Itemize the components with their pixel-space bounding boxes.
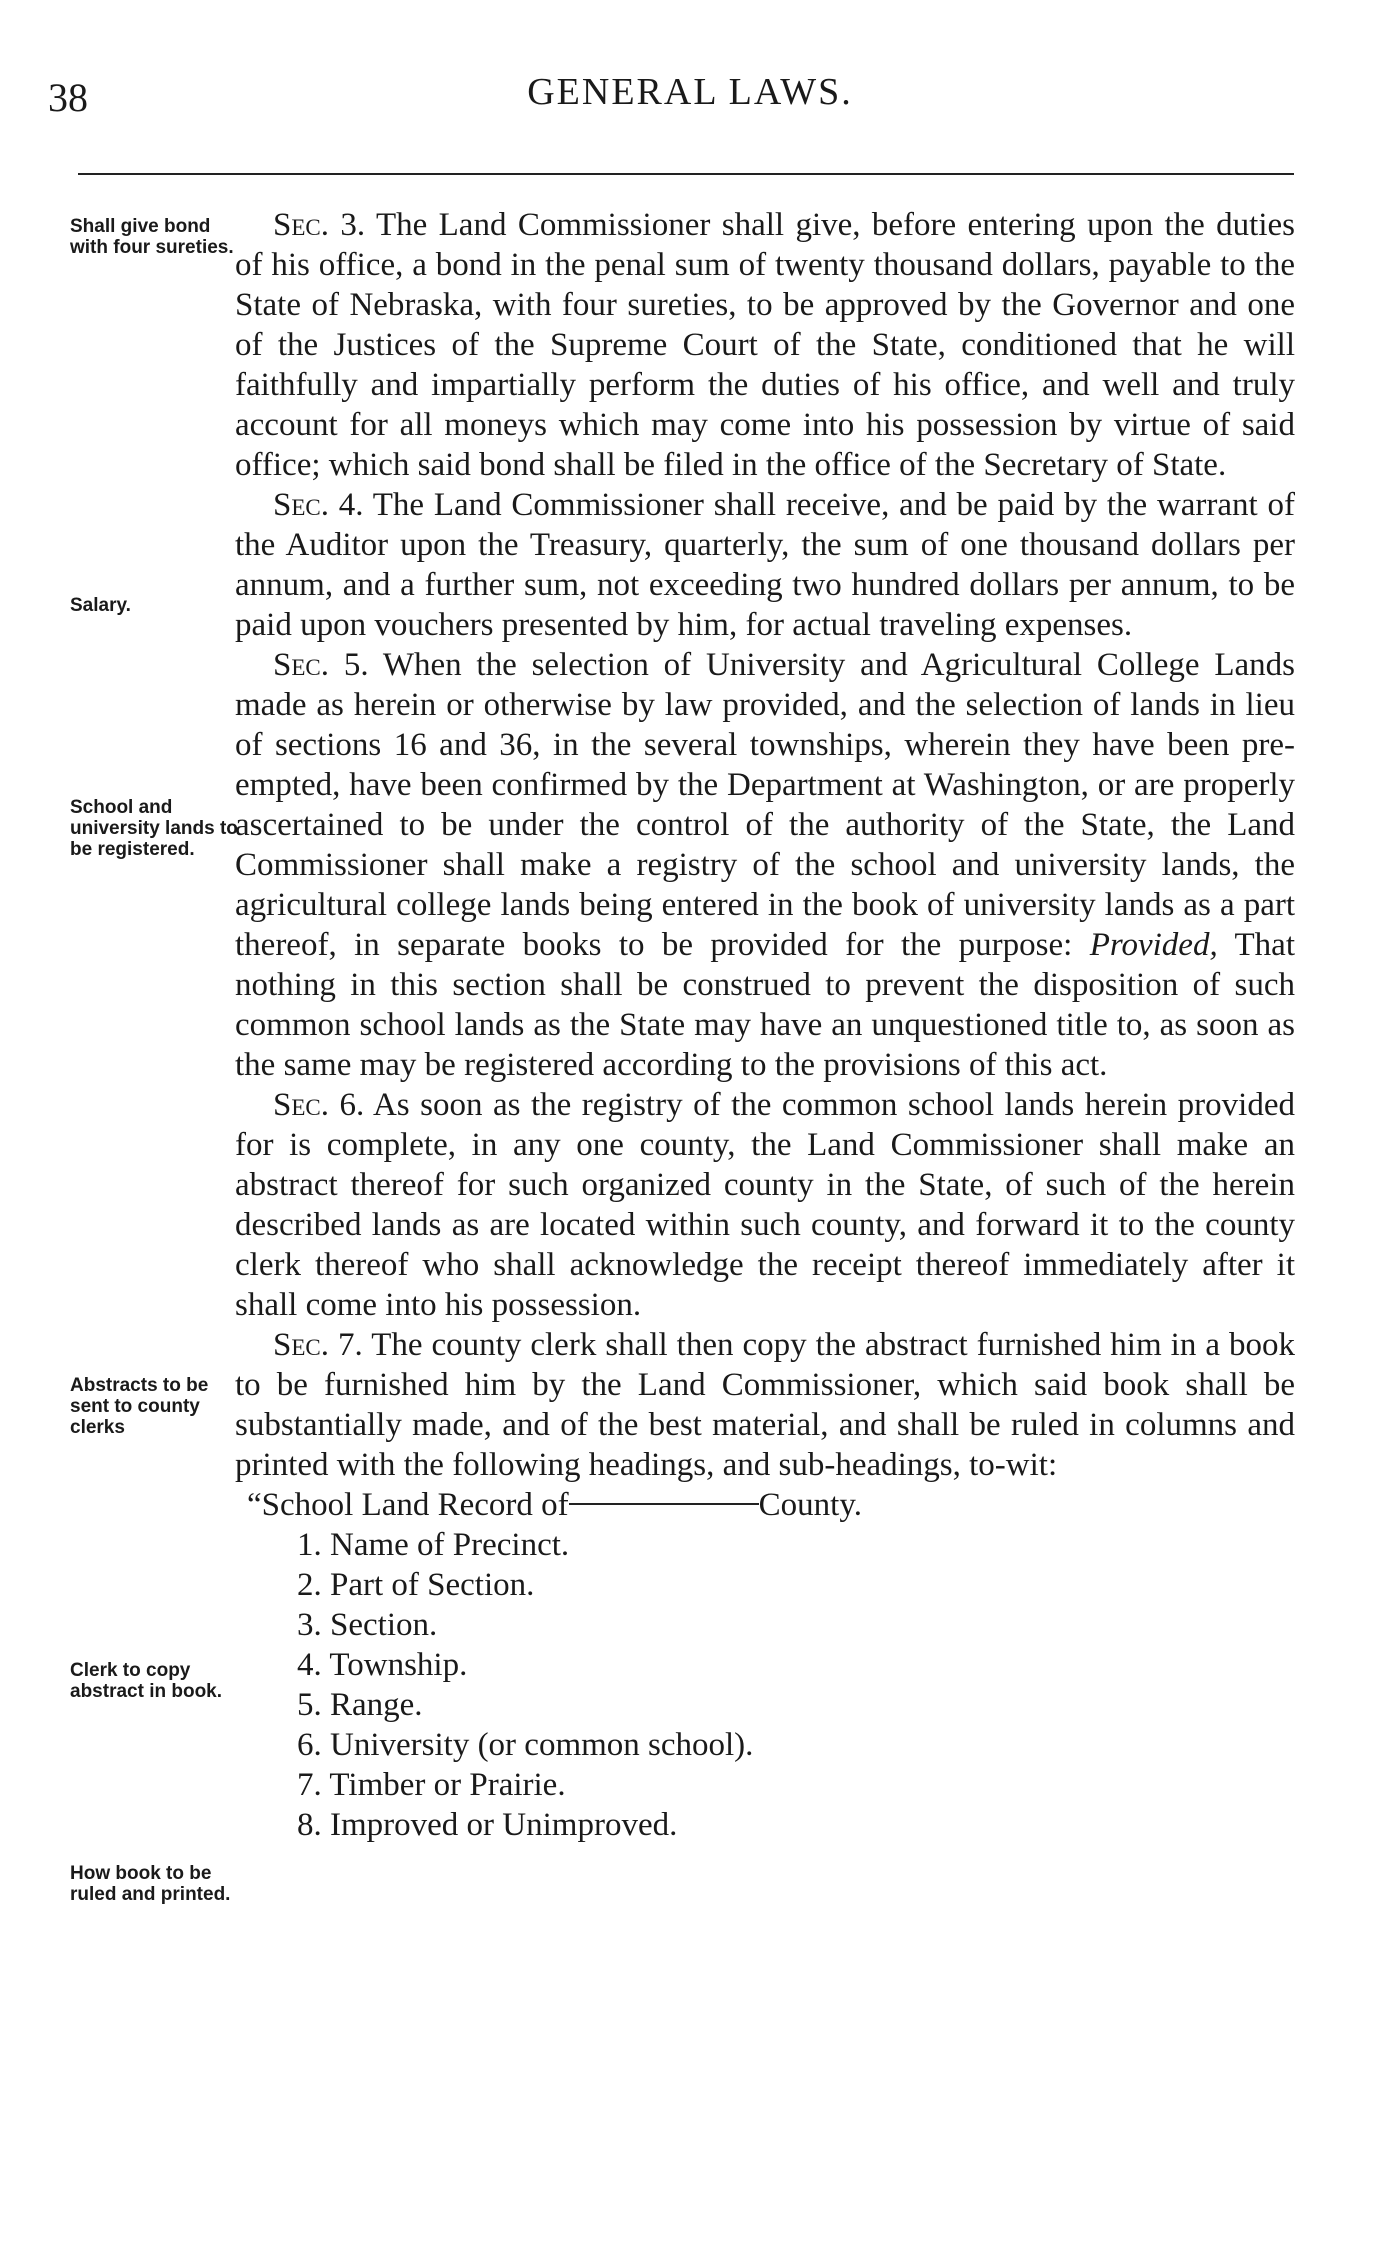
margin-note-registry: School and university lands to be registered. (70, 797, 238, 860)
margin-note-salary: Salary. (70, 595, 131, 616)
section-7 (235, 1325, 1295, 1485)
record-heading-item: 7. Timber or Prairie. (297, 1767, 566, 1803)
margin-note-clerk-copy: Clerk to copy abstract in book. (70, 1660, 223, 1702)
record-heading-item: 8. Improved or Unimproved. (297, 1807, 678, 1843)
section-3 (235, 205, 1295, 485)
section-text: The Land Commissioner shall give, before entering upon the duties of his office, a bond in the penal sum of twenty thousand dollars, payable to the State of Nebraska, with four sureties, to be approved by the Governor and one of the Justices of the Supreme Court of the State, conditioned that he will faithfully and impartially perform the duties of his office, and well and truly account for all moneys which may come into his possession by virtue of said office; which said bond shall be filed in the office of the Secretary of State. (235, 207, 1295, 483)
section-label: Sec. 4. (273, 487, 364, 523)
margin-note-bond: Shall give bond with four sureties. (70, 216, 234, 258)
section-text: The county clerk shall then copy the abstract furnished him in a book to be furnished him by the Land Commissioner, which said book shall be substantially made, and of the best material, and shall be ruled in columns and printed with the following headings, and sub-headings, to-wit: (235, 1327, 1296, 1483)
record-title-start: “School Land Record of (247, 1487, 569, 1523)
section-text: The Land Commissioner shall receive, and be paid by the warrant of the Auditor upon the Treasury, quarterly, the sum of one thousand dollars per annum, and a further sum, not exceeding two hundred dollars per annum, to be paid upon vouchers presented by him, for actual traveling expenses. (235, 487, 1296, 643)
record-heading-item: 3. Section. (297, 1607, 438, 1643)
record-heading-item: 5. Range. (297, 1687, 423, 1723)
record-heading-item: 4. Township. (297, 1647, 468, 1683)
section-text: As soon as the registry of the common school lands herein provided for is complete, in any one county, the Land Commissioner shall make an abstract thereof for such organized county in the State, of such of the herein described lands as are located within such county, and forward it to the county clerk thereof who shall acknowledge the receipt thereof immediately after it shall come into his possession. (235, 1087, 1295, 1323)
section-label: Sec. 6. (273, 1087, 365, 1123)
section-label: Sec. 3. (273, 207, 366, 243)
section-4 (235, 485, 1295, 645)
page-number: 38 (48, 75, 88, 120)
running-head: GENERAL LAWS. (527, 71, 853, 113)
margin-note-book-ruled: How book to be ruled and printed. (70, 1863, 231, 1905)
section-5 (235, 645, 1295, 1085)
section-6 (235, 1085, 1295, 1325)
record-heading-item: 1. Name of Precinct. (297, 1527, 570, 1563)
record-heading-item: 6. University (or common school). (297, 1727, 754, 1763)
margin-note-abstracts: Abstracts to be sent to county clerks (70, 1375, 209, 1438)
blank-county-line (569, 1503, 759, 1505)
section-text: When the selection of University and Agricultural College Lands made as herein or otherwise by law provided, and the selection of lands in lieu of sections 16 and 36, in the several townships, wherein they have been pre-empted, have been confirmed by the Department at Washington, or are properly ascertained to be under the control of the authority of the State, the Land Commissioner shall make a registry of the school and university lands, the agricultural college lands being entered in the book of university lands as a part thereof, in separate books to be provided for the purpose: (235, 647, 1295, 963)
record-title-end: County. (758, 1487, 862, 1523)
body-text (235, 205, 1295, 1845)
record-title (247, 1485, 1295, 1525)
section-text-continued: That nothing in this section shall be construed to prevent the disposition of such common school lands as the State may have an unquestioned title to, as soon as the same may be registered according to the provisions of this act. (235, 927, 1295, 1083)
proviso-word: Provided, (1089, 927, 1218, 963)
record-heading-list (235, 1525, 1295, 1845)
record-heading-item: 2. Part of Section. (297, 1567, 535, 1603)
header-rule (78, 173, 1294, 175)
section-label: Sec. 5. (273, 647, 369, 683)
section-label: Sec. 7. (273, 1327, 363, 1363)
